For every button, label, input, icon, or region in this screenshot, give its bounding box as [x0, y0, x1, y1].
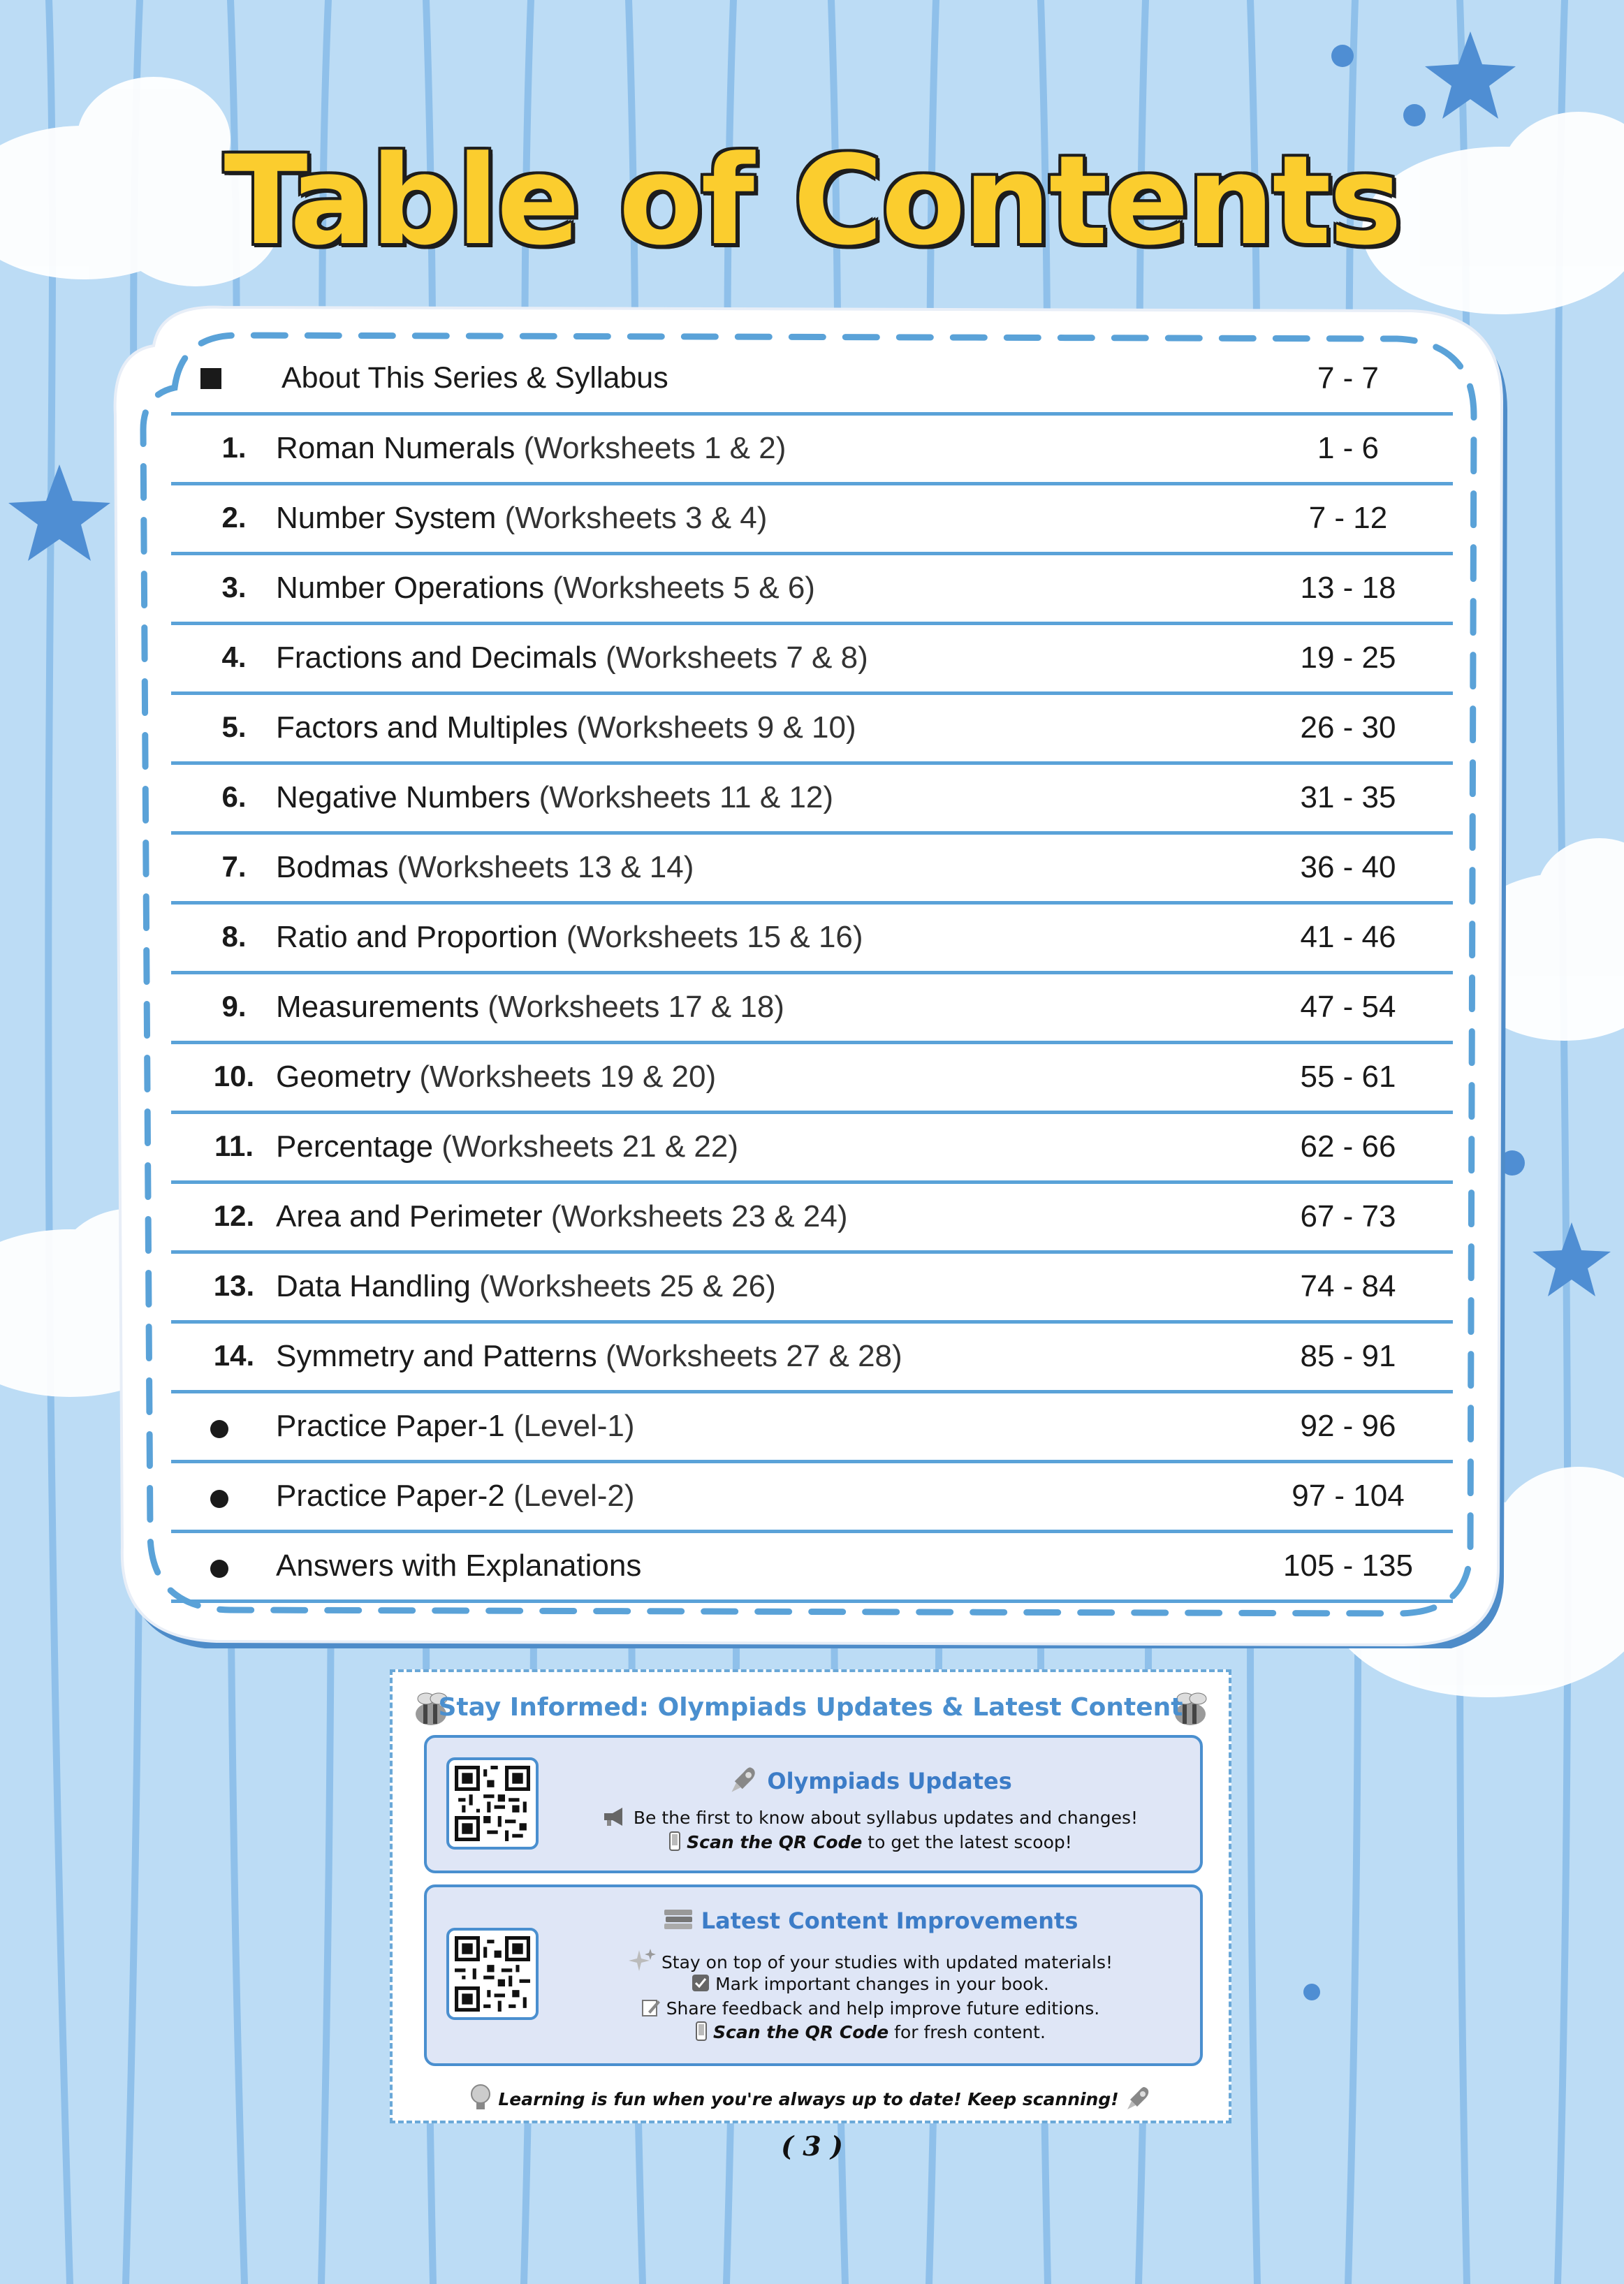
updates-box	[424, 1735, 1203, 1873]
toc-pages: 19 - 25	[1300, 640, 1396, 675]
page-title: Table of Contents	[224, 129, 1400, 272]
toc-number: 3.	[221, 571, 247, 603]
toc-row[interactable]	[171, 765, 1453, 835]
toc-row[interactable]	[171, 1463, 1453, 1533]
toc-pages: 31 - 35	[1300, 780, 1396, 814]
toc-row[interactable]	[171, 1044, 1453, 1114]
toc-title: About This Series & Syllabus	[281, 361, 668, 395]
content-line-1: Stay on top of your studies with updated materials!	[539, 1947, 1202, 1979]
qr-code-icon	[455, 1936, 530, 2012]
toc-number: 10.	[213, 1060, 255, 1092]
toc-title: Practice Paper-2 (Level-2)	[276, 1479, 635, 1513]
toc-number: 12.	[213, 1199, 255, 1232]
stay-informed-panel	[390, 1669, 1231, 2123]
toc-pages: 74 - 84	[1300, 1269, 1396, 1303]
toc-row[interactable]	[171, 1114, 1453, 1184]
memo-icon	[641, 1998, 661, 2021]
toc-title: Measurements (Worksheets 17 & 18)	[276, 990, 784, 1024]
toc-row-about[interactable]	[171, 346, 1453, 416]
bullet-icon	[210, 1560, 228, 1578]
toc-title: Roman Numerals (Worksheets 1 & 2)	[276, 431, 787, 465]
toc-number: 5.	[221, 710, 247, 743]
content-heading: Latest Content Improvements	[539, 1907, 1202, 1938]
rocket-icon	[1125, 2084, 1153, 2116]
toc-row[interactable]	[171, 974, 1453, 1044]
rocket-icon	[729, 1764, 759, 1801]
toc-pages: 7 - 12	[1308, 501, 1388, 535]
toc-number: 13.	[213, 1269, 255, 1302]
toc-pages: 47 - 54	[1300, 990, 1396, 1024]
toc-title: Negative Numbers (Worksheets 11 & 12)	[276, 780, 834, 814]
toc-title: Number System (Worksheets 3 & 4)	[276, 501, 768, 535]
toc-pages: 26 - 30	[1300, 710, 1396, 745]
phone-icon	[695, 2021, 708, 2045]
toc-row[interactable]	[171, 905, 1453, 974]
toc-row[interactable]	[171, 1324, 1453, 1393]
toc-row[interactable]	[171, 1254, 1453, 1324]
toc-row[interactable]	[171, 1184, 1453, 1254]
content-line-2: Mark important changes in your book.	[539, 1974, 1202, 1996]
toc-pages: 105 - 135	[1283, 1549, 1413, 1583]
toc-title: Percentage (Worksheets 21 & 22)	[276, 1129, 738, 1164]
toc-number: 1.	[221, 431, 247, 464]
toc-row[interactable]	[171, 1533, 1453, 1603]
bullet-icon	[210, 1490, 228, 1508]
toc-title: Number Operations (Worksheets 5 & 6)	[276, 571, 815, 605]
qr-code-content[interactable]	[446, 1928, 539, 2020]
toc-title: Symmetry and Patterns (Worksheets 27 & 28)	[276, 1339, 902, 1373]
toc-pages: 85 - 91	[1300, 1339, 1396, 1373]
toc-pages: 55 - 61	[1300, 1060, 1396, 1094]
toc-row[interactable]	[171, 555, 1453, 625]
toc-pages: 7 - 7	[1317, 361, 1380, 395]
toc-pages: 62 - 66	[1300, 1129, 1396, 1164]
toc-pages: 13 - 18	[1300, 571, 1396, 605]
bullet-icon	[210, 1420, 228, 1438]
content-improvements-box	[424, 1884, 1203, 2066]
panel-footer: Learning is fun when you're always up to date! Keep scanning!	[393, 2083, 1229, 2118]
toc-row[interactable]	[171, 1393, 1453, 1463]
toc-pages: 92 - 96	[1300, 1409, 1396, 1443]
toc-pages: 97 - 104	[1292, 1479, 1405, 1513]
megaphone-icon	[603, 1806, 628, 1831]
toc-title: Data Handling (Worksheets 25 & 26)	[276, 1269, 776, 1303]
toc-row[interactable]	[171, 416, 1453, 485]
toc-number: 7.	[221, 850, 247, 883]
phone-icon	[668, 1831, 681, 1855]
lightbulb-icon	[469, 2083, 492, 2118]
content-line-3: Share feedback and help improve future editions.	[539, 1998, 1202, 2021]
toc-title: Fractions and Decimals (Worksheets 7 & 8)	[276, 640, 868, 675]
toc-row[interactable]	[171, 695, 1453, 765]
toc-number: 6.	[221, 780, 247, 813]
updates-heading: Olympiads Updates	[539, 1764, 1202, 1801]
qr-code-updates[interactable]	[446, 1757, 539, 1850]
toc-list	[171, 346, 1453, 1603]
toc-row[interactable]	[171, 835, 1453, 905]
toc-title: Factors and Multiples (Worksheets 9 & 10)	[276, 710, 856, 745]
toc-row[interactable]	[171, 625, 1453, 695]
checkbox-icon	[692, 1974, 710, 1996]
toc-pages: 36 - 40	[1300, 850, 1396, 884]
updates-line-2: Scan the QR Code to get the latest scoop!	[539, 1831, 1202, 1855]
toc-title: Answers with Explanations	[276, 1549, 642, 1583]
toc-number: 11.	[214, 1129, 254, 1162]
updates-line-1: Be the first to know about syllabus updates and changes!	[539, 1806, 1202, 1831]
toc-number: 2.	[221, 501, 247, 534]
square-bullet-icon	[200, 368, 221, 389]
books-icon	[663, 1907, 694, 1938]
toc-number: 4.	[221, 640, 247, 673]
page-number: ( 3 )	[781, 2130, 843, 2162]
qr-code-icon	[455, 1766, 530, 1841]
panel-title: Stay Informed: Olympiads Updates & Latest Content	[438, 1693, 1183, 1722]
toc-title: Ratio and Proportion (Worksheets 15 & 16)	[276, 920, 863, 954]
toc-pages: 67 - 73	[1300, 1199, 1396, 1233]
content-line-4: Scan the QR Code for fresh content.	[539, 2021, 1202, 2045]
toc-title: Practice Paper-1 (Level-1)	[276, 1409, 635, 1443]
toc-title: Geometry (Worksheets 19 & 20)	[276, 1060, 717, 1094]
toc-row[interactable]	[171, 485, 1453, 555]
toc-title: Bodmas (Worksheets 13 & 14)	[276, 850, 694, 884]
toc-pages: 1 - 6	[1317, 431, 1380, 465]
toc-number: 9.	[221, 990, 247, 1023]
toc-number: 8.	[221, 920, 247, 953]
toc-number: 14.	[213, 1339, 255, 1372]
toc-title: Area and Perimeter (Worksheets 23 & 24)	[276, 1199, 848, 1233]
toc-pages: 41 - 46	[1300, 920, 1396, 954]
